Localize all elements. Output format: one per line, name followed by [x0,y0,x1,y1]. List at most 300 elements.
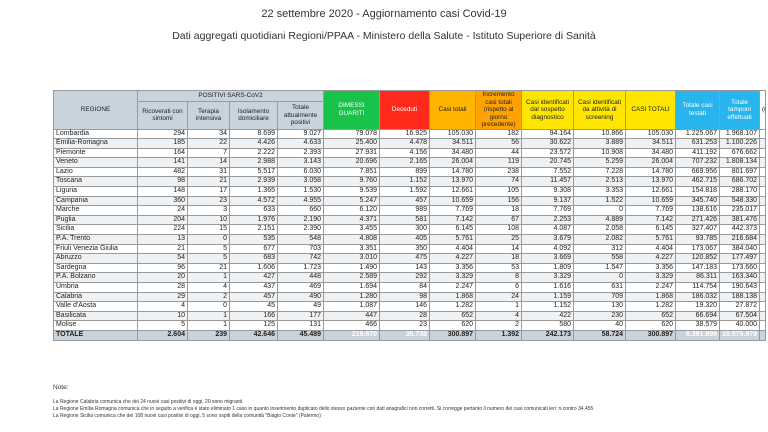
value-cell: 5 [188,254,230,264]
value-cell: 4.087 [522,225,574,235]
value-cell: 5.247 [324,196,380,206]
value-cell: 58.724 [574,330,626,340]
value-cell: 707.232 [676,158,720,168]
value-cell: 1 [476,302,522,312]
value-cell: 28 [138,283,188,293]
value-cell: 1.616 [522,283,574,293]
table-row [54,167,766,177]
value-cell: 0 [188,302,230,312]
value-cell: 24 [476,292,522,302]
value-cell: 2.253 [522,215,574,225]
region-name-cell: Lazio [54,167,138,177]
value-cell: 67 [476,215,522,225]
value-cell: 2.151 [230,225,278,235]
value-cell: 4.478 [380,139,430,149]
value-cell: 10.659 [430,196,476,206]
value-cell: 0 [188,235,230,245]
value-cell: 10.575.979 [720,330,760,340]
region-name-cell: Emilia-Romagna [54,139,138,149]
value-cell: 204 [138,215,188,225]
value-cell: 677 [230,244,278,254]
value-cell: 490 [278,292,324,302]
value-cell: 130 [574,302,626,312]
value-cell: 466 [324,321,380,331]
value-cell: 3 [188,206,230,216]
value-cell: 34.511 [430,139,476,149]
value-cell: 1.159 [522,292,574,302]
header-isolamento: Isolamento domiciliare [230,102,278,129]
value-cell: 141 [138,158,188,168]
region-name-cell: Abruzzo [54,254,138,264]
value-cell: 12.661 [430,187,476,197]
value-cell: 9.760 [324,177,380,187]
value-cell: 2.390 [278,225,324,235]
region-name-cell: Marche [54,206,138,216]
value-cell: 442.373 [720,225,760,235]
value-cell: 9.308 [522,187,574,197]
value-cell [760,321,766,331]
value-cell: 42.646 [230,330,278,340]
header-terapia: Terapia intensiva [188,102,230,129]
table-row [54,235,766,245]
value-cell: 427 [230,273,278,283]
header-region: REGIONE [54,91,138,130]
value-cell: 18 [476,206,522,216]
region-name-cell: Sicilia [54,225,138,235]
value-cell: 1.868 [430,292,476,302]
value-cell: 3.143 [278,158,324,168]
value-cell: 411.192 [676,148,720,158]
value-cell: 2.247 [430,283,476,293]
value-cell: 2.988 [230,158,278,168]
value-cell: 1 [188,311,230,321]
value-cell: 1.280 [324,292,380,302]
value-cell: 182 [476,129,522,139]
value-cell [760,158,766,168]
table-row [54,254,766,264]
table-row [54,321,766,331]
value-cell: 20 [138,273,188,283]
value-cell: 3.353 [574,187,626,197]
value-cell: 4.404 [626,244,676,254]
value-cell [760,292,766,302]
note-line: La Regione Emilia Romagna comunica che in seguito a verifica è stato eliminato 1 caso in quanto inserimento duplicato dello stesso paziente con dati anagrafici non corretti. Si corregge pertanto il numero dei casi comunicati ieri: n.contro 34.455 [53,406,594,412]
value-cell: 3.356 [430,263,476,273]
value-cell: 10.866 [574,129,626,139]
value-cell: 21 [188,177,230,187]
value-cell: 7.142 [626,215,676,225]
table-row [54,206,766,216]
value-cell: 2.939 [230,177,278,187]
value-cell: 177 [278,311,324,321]
value-cell: 54 [138,254,188,264]
value-cell: 14.780 [430,167,476,177]
value-cell: 4.371 [324,215,380,225]
value-cell: 5.259 [574,158,626,168]
value-cell: 462.715 [676,177,720,187]
value-cell: 7.769 [430,206,476,216]
value-cell: 27.931 [324,148,380,158]
header-positivi-group: POSITIVI SARS-CoV2 [138,91,324,102]
value-cell: 164 [138,148,188,158]
value-cell: 9.539 [324,187,380,197]
header-casi-totali-2: CASI TOTALI [626,91,676,130]
value-cell: 23 [188,196,230,206]
value-cell: 5.761 [626,235,676,245]
header-screening: Casi identificati da attività di screening [574,91,626,130]
table-row [54,292,766,302]
region-name-cell: Piemonte [54,148,138,158]
value-cell: 535 [230,235,278,245]
header-cut-off: (r [760,91,766,130]
value-cell: 1.547 [574,263,626,273]
value-cell: 1.809 [522,263,574,273]
value-cell: 1.522 [574,196,626,206]
value-cell: 469 [278,283,324,293]
region-name-cell: P.A. Bolzano [54,273,138,283]
value-cell: 899 [380,167,430,177]
value-cell: 14 [476,244,522,254]
region-name-cell: Basilicata [54,311,138,321]
value-cell: 1 [188,273,230,283]
value-cell: 581 [380,215,430,225]
value-cell: 300 [380,225,430,235]
value-cell: 652 [430,311,476,321]
value-cell: 5.761 [430,235,476,245]
value-cell: 94.164 [522,129,574,139]
value-cell: 21 [188,263,230,273]
value-cell: 7.552 [522,167,574,177]
value-cell: 686.702 [720,177,760,187]
value-cell: 10 [188,215,230,225]
value-cell [760,330,766,340]
value-cell: 548.330 [720,196,760,206]
value-cell: 345.740 [676,196,720,206]
value-cell: 4 [188,283,230,293]
value-cell: 2 [188,292,230,302]
value-cell: 143 [380,263,430,273]
total-row [54,330,766,340]
value-cell: 3.455 [324,225,380,235]
value-cell: 23.572 [522,148,574,158]
value-cell: 8.699 [230,129,278,139]
value-cell: 3.669 [522,254,574,264]
value-cell: 1.808.134 [720,158,760,168]
report-subtitle: Dati aggregati quotidiani Regioni/PPAA - Ministero della Salute - Istituto Superiore di Sanità [172,30,596,42]
value-cell: 34.480 [626,148,676,158]
value-cell: 10.908 [574,148,626,158]
value-cell: 21 [138,244,188,254]
value-cell: 18 [476,254,522,264]
value-cell: 2.247 [626,283,676,293]
value-cell: 34 [188,129,230,139]
value-cell: 15 [188,225,230,235]
table-row [54,148,766,158]
value-cell: 2.190 [278,215,324,225]
value-cell: 154.818 [676,187,720,197]
value-cell: 67.504 [720,311,760,321]
value-cell: 4.572 [230,196,278,206]
value-cell: 5 [188,244,230,254]
value-cell: 2.165 [380,158,430,168]
value-cell: 163.340 [720,273,760,283]
value-cell [760,139,766,149]
value-cell: 1.152 [380,177,430,187]
value-cell: 4 [476,311,522,321]
value-cell: 230 [574,311,626,321]
value-cell [760,215,766,225]
value-cell: 22 [188,139,230,149]
value-cell: 105.030 [430,129,476,139]
value-cell: 190.643 [720,283,760,293]
value-cell: 2.082 [574,235,626,245]
region-name-cell: P.A. Trento [54,235,138,245]
value-cell: 3.329 [626,273,676,283]
value-cell: 4.156 [380,148,430,158]
table-row [54,311,766,321]
value-cell [760,263,766,273]
value-cell: 447 [324,311,380,321]
table-row [54,177,766,187]
header-casi-testati: Totale casi testati [676,91,720,130]
value-cell [760,206,766,216]
region-name-cell: Umbria [54,283,138,293]
value-cell: 186.032 [676,292,720,302]
value-cell: 86.311 [676,273,720,283]
value-cell: 1.490 [324,263,380,273]
value-cell: 17 [188,187,230,197]
value-cell: 4.227 [626,254,676,264]
value-cell: 11.457 [522,177,574,187]
value-cell: 31 [188,167,230,177]
value-cell: 96 [138,263,188,273]
value-cell: 45 [230,302,278,312]
value-cell: 177.497 [720,254,760,264]
value-cell: 742 [278,254,324,264]
value-cell: 327.407 [676,225,720,235]
value-cell [760,235,766,245]
value-cell: 98 [138,177,188,187]
value-cell: 422 [522,311,574,321]
value-cell: 709 [574,292,626,302]
header-sospetto: Casi identificati dal sospetto diagnostico [522,91,574,130]
value-cell: 138.616 [676,206,720,216]
value-cell: 79.078 [324,129,380,139]
value-cell: 12.661 [626,187,676,197]
value-cell: 0 [574,206,626,216]
value-cell: 437 [230,283,278,293]
value-cell: 93.785 [676,235,720,245]
value-cell: 631.253 [676,139,720,149]
value-cell: 45.489 [278,330,324,340]
value-cell: 9.027 [278,129,324,139]
value-cell: 1.100.226 [720,139,760,149]
value-cell: 7.142 [430,215,476,225]
value-cell [760,273,766,283]
value-cell: 216.684 [720,235,760,245]
value-cell [760,187,766,197]
header-casi-totali: Casi totali [430,91,476,130]
note-line: La Regione Calabria comunica che dei 24 nuovi casi positivi di oggi, 20 sono migranti. [53,399,244,405]
value-cell: 2 [476,321,522,331]
value-cell: 801.697 [720,167,760,177]
value-cell: 13.970 [430,177,476,187]
value-cell: 482 [138,167,188,177]
region-name-cell: Veneto [54,158,138,168]
value-cell: 381.476 [720,215,760,225]
table-row [54,129,766,139]
value-cell: 147.183 [676,263,720,273]
value-cell: 23 [380,321,430,331]
value-cell: 26.004 [626,158,676,168]
table-row [54,283,766,293]
value-cell: 989 [380,206,430,216]
value-cell: 4.227 [430,254,476,264]
value-cell: 1.392 [476,330,522,340]
region-name-cell: Liguria [54,187,138,197]
value-cell: 9.137 [522,196,574,206]
value-cell: 28 [380,311,430,321]
value-cell: 14.780 [626,167,676,177]
value-cell: 1.968.107 [720,129,760,139]
value-cell: 1.087 [324,302,380,312]
value-cell: 633 [230,206,278,216]
table-row [54,158,766,168]
table-row [54,187,766,197]
value-cell: 1.606 [230,263,278,273]
value-cell [760,167,766,177]
value-cell: 620 [626,321,676,331]
value-cell: 2.513 [574,177,626,187]
value-cell: 6.145 [626,225,676,235]
value-cell: 1.282 [626,302,676,312]
value-cell: 66.694 [676,311,720,321]
value-cell: 14 [188,158,230,168]
region-name-cell: Valle d'Aosta [54,302,138,312]
value-cell: 26.004 [430,158,476,168]
header-deceduti: Deceduti [380,91,430,130]
value-cell [760,311,766,321]
value-cell: 4.808 [324,235,380,245]
value-cell: 56 [476,139,522,149]
value-cell: 40.000 [720,321,760,331]
notes-section [53,384,753,420]
notes-title: Note: [53,384,69,391]
value-cell: 219.670 [324,330,380,340]
value-cell: 631 [574,283,626,293]
value-cell: 3.329 [430,273,476,283]
table-row [54,244,766,254]
value-cell: 84 [380,283,430,293]
value-cell: 166 [230,311,278,321]
value-cell: 558 [574,254,626,264]
value-cell: 239 [188,330,230,340]
region-name-cell: Puglia [54,215,138,225]
value-cell: 3.679 [522,235,574,245]
value-cell [760,148,766,158]
value-cell: 156 [476,196,522,206]
value-cell: 173.660 [720,263,760,273]
value-cell: 1.868 [626,292,676,302]
table-row [54,273,766,283]
value-cell: 24 [138,206,188,216]
value-cell: 30.622 [522,139,574,149]
value-cell: 2.393 [278,148,324,158]
value-cell: 8 [476,273,522,283]
value-cell: 238 [476,167,522,177]
value-cell: 4.633 [278,139,324,149]
value-cell: 360 [138,196,188,206]
value-cell: 1.976 [230,215,278,225]
region-name-cell: Calabria [54,292,138,302]
value-cell: 16.925 [380,129,430,139]
value-cell [760,177,766,187]
value-cell: 2.222 [230,148,278,158]
value-cell: 6.391.999 [676,330,720,340]
value-cell: 19.320 [676,302,720,312]
table-row [54,196,766,206]
value-cell: 185 [138,139,188,149]
table-row [54,302,766,312]
value-cell [760,283,766,293]
value-cell: 105 [476,187,522,197]
header-incremento: Incremento casi totali (rispetto al giorno precedente) [476,91,522,130]
header-dimessi: DIMESSI GUARITI [324,91,380,130]
value-cell: 1.592 [380,187,430,197]
value-cell: 3.356 [626,263,676,273]
value-cell: 652 [626,311,676,321]
value-cell: 108 [476,225,522,235]
value-cell: 120.852 [676,254,720,264]
value-cell: 703 [278,244,324,254]
value-cell: 475 [380,254,430,264]
value-cell: 49 [278,302,324,312]
value-cell: 53 [476,263,522,273]
value-cell: 660 [278,206,324,216]
table-row [54,225,766,235]
value-cell: 4.955 [278,196,324,206]
value-cell: 6.145 [430,225,476,235]
value-cell: 7.769 [626,206,676,216]
value-cell: 146 [380,302,430,312]
value-cell: 300.897 [626,330,676,340]
value-cell: 20.745 [522,158,574,168]
region-name-cell: Friuli Venezia Giulia [54,244,138,254]
value-cell [760,254,766,264]
value-cell: 1.723 [278,263,324,273]
value-cell: 6.030 [278,167,324,177]
value-cell: 4.404 [430,244,476,254]
value-cell: 1.225.067 [676,129,720,139]
value-cell: 5 [138,321,188,331]
value-cell: 44 [476,148,522,158]
note-line: La Regione Sicilia comunica che dei 108 nuovi casi positivi di oggi, 5 sono ospiti della comunità "Biagio Conte" (Palermo) [53,413,321,419]
value-cell: 6 [476,283,522,293]
value-cell: 35.738 [380,330,430,340]
value-cell: 25.400 [324,139,380,149]
value-cell: 669.956 [676,167,720,177]
value-cell: 13 [138,235,188,245]
value-cell: 34.511 [626,139,676,149]
header-attualmente-positivi: Totale attualmente positivi [278,102,324,129]
value-cell: 1.530 [278,187,324,197]
value-cell: 4.426 [230,139,278,149]
value-cell: 235.017 [720,206,760,216]
value-cell: 242.173 [522,330,574,340]
region-name-cell: Sardegna [54,263,138,273]
value-cell: 114.754 [676,283,720,293]
value-cell: 292 [380,273,430,283]
